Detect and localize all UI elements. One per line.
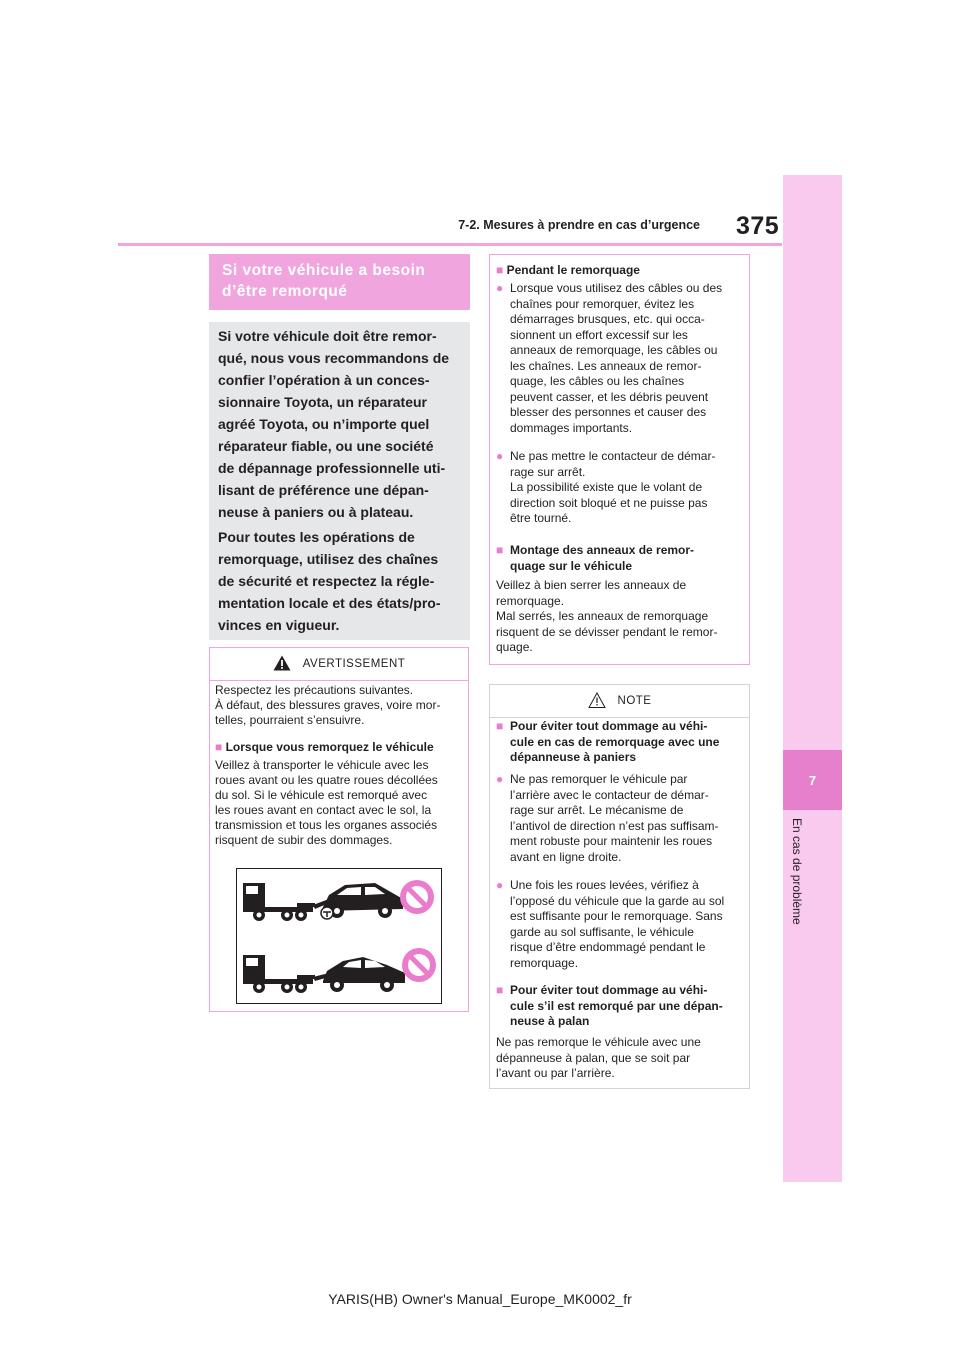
intro-line: qué, nous vous recommandons de bbox=[218, 350, 450, 366]
note-bullet2-line: risque d’être endommagé pendant le bbox=[510, 940, 706, 954]
warning-body-line: Veillez à transporter le véhicule avec les bbox=[215, 758, 429, 772]
square-bullet-icon: ■ bbox=[215, 740, 223, 754]
intro-line: Si votre véhicule doit être remor- bbox=[218, 328, 437, 344]
prohibited-icon-bottom bbox=[402, 948, 436, 982]
prohibited-icon-top bbox=[400, 880, 434, 914]
intro-line: agréé Toyota, ou n’importe quel bbox=[218, 416, 430, 432]
round-bullet-icon: ● bbox=[496, 449, 504, 463]
intro-line: Pour toutes les opérations de bbox=[218, 529, 415, 545]
note-title: NOTE bbox=[617, 695, 652, 707]
intro-line: neuse à paniers ou à plateau. bbox=[218, 504, 414, 520]
chapter-side-tab bbox=[783, 175, 842, 1182]
car-top bbox=[323, 883, 403, 918]
intro-box bbox=[209, 322, 470, 640]
chapter-title-wrap bbox=[788, 818, 808, 958]
towing-bullet2-line: rage sur arrêt. bbox=[510, 464, 586, 479]
towing-bullet1-line: Lorsque vous utilisez des câbles ou des bbox=[510, 281, 723, 295]
towing-bullet1-line: peuvent casser, et les débris peuvent bbox=[510, 389, 709, 404]
towing-illustration bbox=[236, 868, 442, 1004]
towing-bullet1-line: dommages importants. bbox=[510, 420, 633, 435]
intro-line: mentation locale et des états/pro- bbox=[218, 595, 441, 611]
intro-line: lisant de préférence une dépan- bbox=[218, 482, 429, 498]
intro-line: de sécurité et respectez la régle- bbox=[218, 573, 435, 589]
note-heading-1-line: Pour éviter tout dommage au véhi- bbox=[510, 719, 708, 733]
note-bullet2-line: l’opposé du véhicule que la garde au sol bbox=[510, 893, 725, 908]
note-heading-2-line: neuse à palan bbox=[510, 1014, 590, 1028]
note-box bbox=[489, 684, 750, 1089]
towing-bullet1-line: chaînes pour remorquer, évitez les bbox=[510, 296, 695, 311]
note-bullet1-line: rage sur arrêt. Le mécanisme de bbox=[510, 803, 684, 817]
warning-body-line: les roues avant en contact avec le sol, la bbox=[215, 803, 432, 817]
main-heading bbox=[209, 254, 470, 310]
chapter-number: 7 bbox=[808, 772, 817, 788]
footer-manual-id: YARIS(HB) Owner's Manual_Europe_MK0002_fr bbox=[328, 1291, 632, 1307]
note-para-line: dépanneuse à palan, que se soit par bbox=[496, 1050, 691, 1065]
warning-triangle-icon bbox=[273, 655, 291, 674]
note-bullet1-line: Ne pas remorquer le véhicule par bbox=[510, 772, 688, 786]
warning-body-line: risquent de subir des dommages. bbox=[215, 833, 393, 847]
intro-line: sionnaire Toyota, un réparateur bbox=[218, 394, 428, 410]
towing-para-line: remorquage. bbox=[496, 593, 565, 608]
page-number: 375 bbox=[736, 212, 780, 240]
intro-line: remorquage, utilisez des chaînes bbox=[218, 551, 439, 567]
towing-para-line: Veillez à bien serrer les anneaux de bbox=[496, 578, 687, 592]
note-para-line: l’avant ou par l’arrière. bbox=[496, 1066, 615, 1080]
square-bullet-icon: ■ bbox=[496, 983, 504, 997]
section-title: 7-2. Mesures à prendre en cas d’urgence bbox=[458, 218, 700, 232]
note-header bbox=[490, 685, 749, 718]
towing-bullet1-line: sionnent un effort excessif sur les bbox=[510, 327, 688, 342]
note-bullet2-line: est suffisante pour le remorquage. Sans bbox=[510, 909, 723, 923]
note-bullet2-line: remorquage. bbox=[510, 955, 579, 970]
car-bottom bbox=[323, 957, 405, 992]
round-bullet-icon: ● bbox=[496, 772, 504, 786]
square-bullet-icon: ■ bbox=[496, 263, 504, 277]
towing-bullet1-line: quage, les câbles ou les chaînes bbox=[510, 374, 685, 388]
round-bullet-icon: ● bbox=[496, 878, 504, 892]
towing-heading-1: ■ Pendant le remorquage bbox=[496, 263, 640, 277]
note-heading-2-line: cule s’il est remorqué par une dépan- bbox=[510, 998, 723, 1013]
intro-line: réparateur fiable, ou une société bbox=[218, 438, 434, 454]
towing-para-line: risquent de se dévisser pendant le remor- bbox=[496, 624, 718, 639]
towing-bullet1-line: anneaux de remorquage, les câbles ou bbox=[510, 343, 718, 357]
note-bullet1-line: l’antivol de direction n’est pas suffisam- bbox=[510, 818, 719, 833]
main-heading-line: Si votre véhicule a besoin bbox=[222, 262, 426, 279]
chapter-number-box bbox=[783, 750, 842, 810]
warning-intro-line: telles, pourraient s’ensuivre. bbox=[215, 713, 365, 727]
note-bullet2-line: garde au sol suffisante, le véhicule bbox=[510, 924, 694, 939]
towing-para-line: Mal serrés, les anneaux de remorquage bbox=[496, 609, 709, 623]
note-bullet1-line: avant en ligne droite. bbox=[510, 849, 622, 864]
square-bullet-icon: ■ bbox=[496, 719, 504, 733]
towing-bullet1-line: démarrages brusques, etc. qui occa- bbox=[510, 312, 705, 326]
note-heading-2-line: Pour éviter tout dommage au véhi- bbox=[510, 983, 708, 997]
towing-bullet1-line: les chaînes. Les anneaux de remor- bbox=[510, 358, 702, 373]
towing-diagram bbox=[237, 869, 441, 1003]
towing-heading-2-line: Montage des anneaux de remor- bbox=[510, 543, 695, 557]
intro-line: vinces en vigueur. bbox=[218, 617, 340, 633]
tow-truck-top bbox=[243, 883, 329, 921]
warning-header bbox=[210, 648, 468, 681]
warning-intro-line: À défaut, des blessures graves, voire mor- bbox=[215, 698, 441, 712]
note-bullet1-line: l’arrière avec le contacteur de démar- bbox=[510, 787, 709, 802]
towing-bullet1-line: blesser des personnes et causer des bbox=[510, 405, 707, 419]
steering-lock-icon bbox=[321, 907, 333, 919]
main-heading-line: d’être remorqué bbox=[222, 283, 348, 300]
warning-body-line: du sol. Si le véhicule est remorqué avec bbox=[215, 788, 428, 802]
intro-line: confier l’opération à un conces- bbox=[218, 372, 430, 388]
towing-bullet2-line: direction soit bloqué et ne puisse pas bbox=[510, 495, 708, 510]
note-bullet2-line: Une fois les roues levées, vérifiez à bbox=[510, 878, 699, 892]
towing-bullet2-line: être tourné. bbox=[510, 511, 572, 525]
warning-title: AVERTISSEMENT bbox=[302, 658, 406, 670]
caution-triangle-icon bbox=[588, 692, 606, 711]
note-bullet1-line: ment robuste pour maintenir les roues bbox=[510, 834, 713, 848]
chapter-title: En cas de problème bbox=[790, 818, 804, 925]
intro-line: de dépannage professionnelle uti- bbox=[218, 460, 446, 476]
towing-bullet2-line: Ne pas mettre le contacteur de démar- bbox=[510, 449, 716, 463]
square-bullet-icon: ■ bbox=[496, 543, 504, 557]
header-rule bbox=[118, 243, 782, 246]
towing-para-line: quage. bbox=[496, 640, 533, 654]
warning-body-line: transmission et tous les organes associés bbox=[215, 818, 438, 832]
note-heading-1-line: cule en cas de remorquage avec une bbox=[510, 734, 720, 749]
tow-truck-bottom bbox=[243, 955, 329, 993]
note-heading-1-line: dépanneuse à paniers bbox=[510, 750, 637, 764]
warning-subheading: ■ Lorsque vous remorquez le véhicule bbox=[215, 740, 434, 754]
warning-body-line: roues avant ou les quatre roues décollées bbox=[215, 773, 438, 787]
towing-heading-2-line: quage sur le véhicule bbox=[510, 558, 633, 573]
round-bullet-icon: ● bbox=[496, 281, 504, 295]
note-para-line: Ne pas remorque le véhicule avec une bbox=[496, 1035, 701, 1049]
towing-bullet2-line: La possibilité existe que le volant de bbox=[510, 480, 703, 494]
towing-precautions-box bbox=[489, 254, 750, 665]
warning-intro-line: Respectez les précautions suivantes. bbox=[215, 683, 414, 697]
